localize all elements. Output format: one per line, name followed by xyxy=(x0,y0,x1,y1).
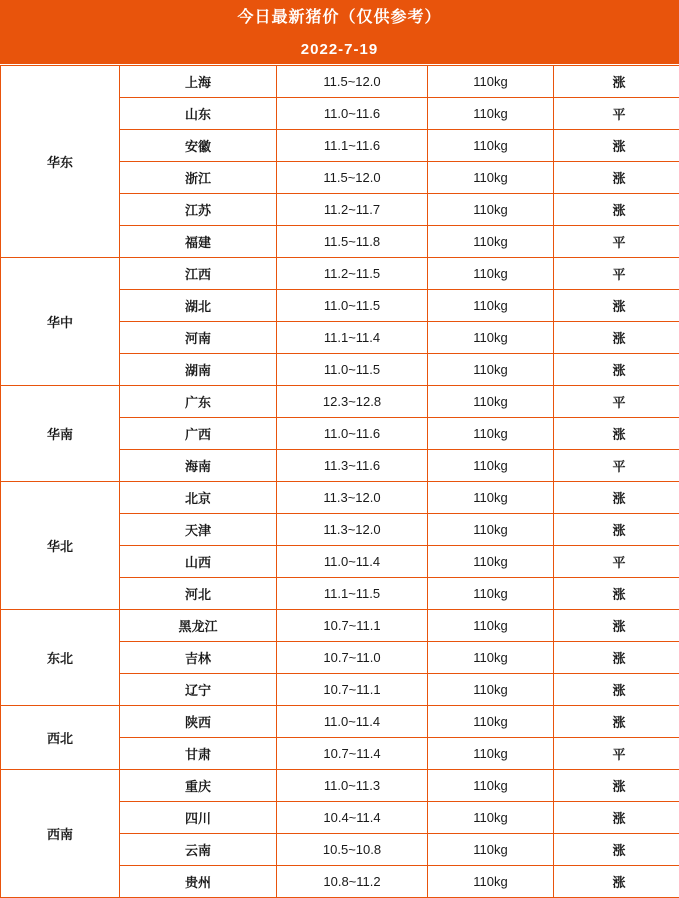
trend-cell: 涨 xyxy=(554,578,679,610)
page-title: 今日最新猪价（仅供参考） xyxy=(0,0,679,36)
province-cell: 甘肃 xyxy=(120,738,277,770)
region-cell: 西北 xyxy=(1,706,120,770)
price-cell: 11.1~11.5 xyxy=(277,578,428,610)
weight-cell: 110kg xyxy=(428,674,554,706)
province-cell: 陕西 xyxy=(120,706,277,738)
trend-cell: 涨 xyxy=(554,674,679,706)
trend-cell: 涨 xyxy=(554,418,679,450)
weight-cell: 110kg xyxy=(428,578,554,610)
price-cell: 10.7~11.0 xyxy=(277,642,428,674)
price-cell: 12.3~12.8 xyxy=(277,386,428,418)
trend-cell: 涨 xyxy=(554,130,679,162)
price-table xyxy=(0,65,679,898)
weight-cell: 110kg xyxy=(428,706,554,738)
trend-cell: 涨 xyxy=(554,194,679,226)
weight-cell: 110kg xyxy=(428,866,554,898)
weight-cell: 110kg xyxy=(428,802,554,834)
table-row xyxy=(1,610,679,642)
table-row xyxy=(1,770,679,802)
province-cell: 海南 xyxy=(120,450,277,482)
trend-cell: 涨 xyxy=(554,610,679,642)
price-cell: 10.7~11.1 xyxy=(277,610,428,642)
province-cell: 江苏 xyxy=(120,194,277,226)
province-cell: 四川 xyxy=(120,802,277,834)
province-cell: 广西 xyxy=(120,418,277,450)
region-cell: 华南 xyxy=(1,386,120,482)
price-cell: 11.3~12.0 xyxy=(277,514,428,546)
weight-cell: 110kg xyxy=(428,546,554,578)
price-cell: 11.0~11.6 xyxy=(277,418,428,450)
weight-cell: 110kg xyxy=(428,450,554,482)
table-row xyxy=(1,482,679,514)
province-cell: 福建 xyxy=(120,226,277,258)
price-cell: 11.2~11.7 xyxy=(277,194,428,226)
weight-cell: 110kg xyxy=(428,354,554,386)
weight-cell: 110kg xyxy=(428,610,554,642)
province-cell: 贵州 xyxy=(120,866,277,898)
weight-cell: 110kg xyxy=(428,738,554,770)
province-cell: 上海 xyxy=(120,66,277,98)
price-cell: 11.1~11.6 xyxy=(277,130,428,162)
price-table-body xyxy=(1,66,679,898)
table-row xyxy=(1,706,679,738)
date-label: 2022-7-19 xyxy=(0,36,679,65)
price-cell: 10.4~11.4 xyxy=(277,802,428,834)
region-cell: 华北 xyxy=(1,482,120,610)
weight-cell: 110kg xyxy=(428,770,554,802)
price-cell: 11.5~12.0 xyxy=(277,162,428,194)
trend-cell: 平 xyxy=(554,546,679,578)
price-cell: 11.0~11.5 xyxy=(277,354,428,386)
trend-cell: 平 xyxy=(554,738,679,770)
trend-cell: 平 xyxy=(554,450,679,482)
weight-cell: 110kg xyxy=(428,322,554,354)
trend-cell: 涨 xyxy=(554,162,679,194)
province-cell: 湖北 xyxy=(120,290,277,322)
region-cell: 华东 xyxy=(1,66,120,258)
weight-cell: 110kg xyxy=(428,642,554,674)
trend-cell: 涨 xyxy=(554,354,679,386)
weight-cell: 110kg xyxy=(428,98,554,130)
weight-cell: 110kg xyxy=(428,226,554,258)
price-cell: 11.2~11.5 xyxy=(277,258,428,290)
province-cell: 广东 xyxy=(120,386,277,418)
weight-cell: 110kg xyxy=(428,834,554,866)
price-cell: 11.3~12.0 xyxy=(277,482,428,514)
price-cell: 11.0~11.3 xyxy=(277,770,428,802)
province-cell: 吉林 xyxy=(120,642,277,674)
price-cell: 10.5~10.8 xyxy=(277,834,428,866)
weight-cell: 110kg xyxy=(428,66,554,98)
trend-cell: 涨 xyxy=(554,802,679,834)
price-cell: 11.5~12.0 xyxy=(277,66,428,98)
province-cell: 江西 xyxy=(120,258,277,290)
table-row xyxy=(1,66,679,98)
province-cell: 湖南 xyxy=(120,354,277,386)
price-cell: 11.0~11.4 xyxy=(277,546,428,578)
province-cell: 浙江 xyxy=(120,162,277,194)
trend-cell: 平 xyxy=(554,98,679,130)
province-cell: 天津 xyxy=(120,514,277,546)
region-cell: 西南 xyxy=(1,770,120,898)
region-cell: 东北 xyxy=(1,610,120,706)
province-cell: 辽宁 xyxy=(120,674,277,706)
table-row xyxy=(1,386,679,418)
weight-cell: 110kg xyxy=(428,130,554,162)
trend-cell: 涨 xyxy=(554,866,679,898)
trend-cell: 涨 xyxy=(554,322,679,354)
region-cell: 华中 xyxy=(1,258,120,386)
weight-cell: 110kg xyxy=(428,290,554,322)
province-cell: 山西 xyxy=(120,546,277,578)
weight-cell: 110kg xyxy=(428,258,554,290)
price-cell: 11.0~11.4 xyxy=(277,706,428,738)
trend-cell: 涨 xyxy=(554,514,679,546)
trend-cell: 涨 xyxy=(554,706,679,738)
province-cell: 河南 xyxy=(120,322,277,354)
province-cell: 北京 xyxy=(120,482,277,514)
province-cell: 黑龙江 xyxy=(120,610,277,642)
trend-cell: 涨 xyxy=(554,290,679,322)
weight-cell: 110kg xyxy=(428,482,554,514)
table-row xyxy=(1,258,679,290)
weight-cell: 110kg xyxy=(428,194,554,226)
trend-cell: 平 xyxy=(554,386,679,418)
province-cell: 重庆 xyxy=(120,770,277,802)
weight-cell: 110kg xyxy=(428,418,554,450)
price-cell: 11.5~11.8 xyxy=(277,226,428,258)
weight-cell: 110kg xyxy=(428,386,554,418)
price-cell: 10.8~11.2 xyxy=(277,866,428,898)
price-cell: 11.0~11.6 xyxy=(277,98,428,130)
trend-cell: 涨 xyxy=(554,482,679,514)
province-cell: 安徽 xyxy=(120,130,277,162)
trend-cell: 涨 xyxy=(554,642,679,674)
price-cell: 11.0~11.5 xyxy=(277,290,428,322)
trend-cell: 涨 xyxy=(554,834,679,866)
province-cell: 山东 xyxy=(120,98,277,130)
price-cell: 11.3~11.6 xyxy=(277,450,428,482)
weight-cell: 110kg xyxy=(428,162,554,194)
price-cell: 10.7~11.4 xyxy=(277,738,428,770)
trend-cell: 涨 xyxy=(554,66,679,98)
province-cell: 云南 xyxy=(120,834,277,866)
price-cell: 10.7~11.1 xyxy=(277,674,428,706)
province-cell: 河北 xyxy=(120,578,277,610)
trend-cell: 平 xyxy=(554,258,679,290)
weight-cell: 110kg xyxy=(428,514,554,546)
price-cell: 11.1~11.4 xyxy=(277,322,428,354)
trend-cell: 平 xyxy=(554,226,679,258)
trend-cell: 涨 xyxy=(554,770,679,802)
